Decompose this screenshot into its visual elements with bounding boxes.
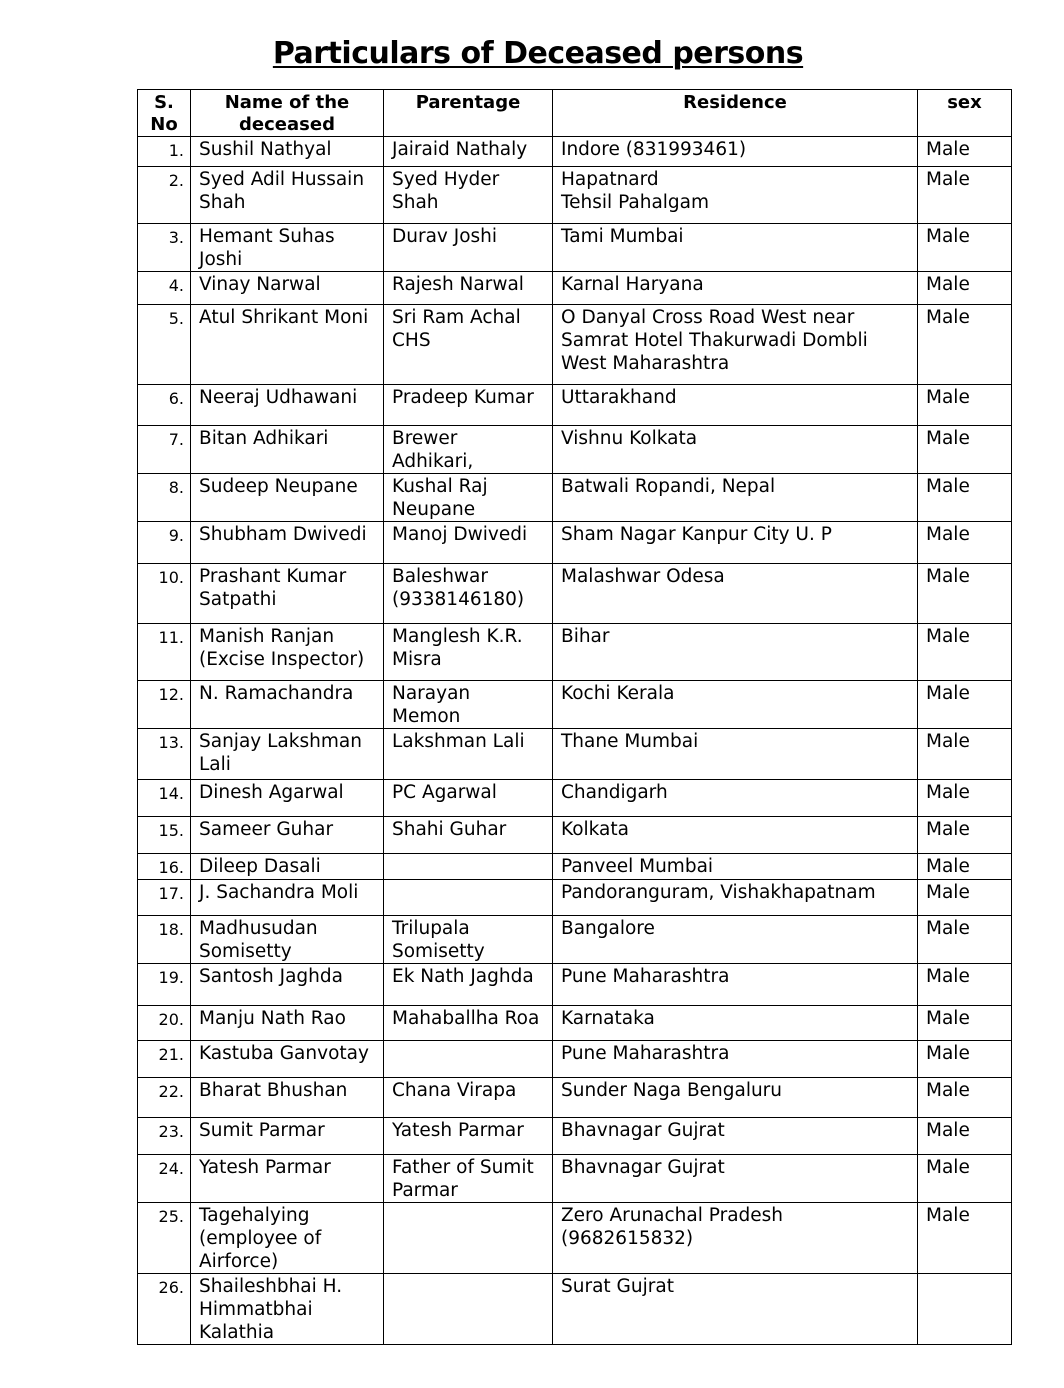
cell-name: Shubham Dwivedi (191, 522, 384, 564)
table-row (138, 880, 1012, 916)
cell-sex: Male (918, 1203, 1012, 1274)
cell-sex: Male (918, 522, 1012, 564)
table-body (138, 137, 1012, 1345)
cell-name: Shaileshbhai H. Himmatbhai Kalathia (191, 1274, 384, 1345)
cell-parentage: Yatesh Parmar (384, 1118, 553, 1155)
cell-sex: Male (918, 916, 1012, 964)
page-title: Particulars of Deceased persons (272, 36, 804, 71)
cell-sno: 11. (138, 624, 191, 681)
cell-name: Manish Ranjan (Excise Inspector) (191, 624, 384, 681)
cell-parentage: Brewer Adhikari, (384, 426, 553, 474)
cell-sex: Male (918, 1118, 1012, 1155)
table-row (138, 780, 1012, 817)
header-name: Name of the deceased (191, 90, 384, 137)
table-header-row (138, 90, 1012, 137)
cell-sno: 24. (138, 1155, 191, 1203)
cell-sex: Male (918, 474, 1012, 522)
cell-sno: 6. (138, 385, 191, 426)
cell-residence: Sunder Naga Bengaluru (553, 1078, 918, 1118)
cell-sno: 1. (138, 137, 191, 167)
cell-residence: Bihar (553, 624, 918, 681)
cell-residence: Uttarakhand (553, 385, 918, 426)
cell-name: Prashant Kumar Satpathi (191, 564, 384, 624)
cell-sno: 12. (138, 681, 191, 729)
cell-sex: Male (918, 880, 1012, 916)
cell-name: Bharat Bhushan (191, 1078, 384, 1118)
table-row (138, 137, 1012, 167)
cell-parentage: Pradeep Kumar (384, 385, 553, 426)
cell-parentage (384, 1274, 553, 1345)
cell-sno: 14. (138, 780, 191, 817)
cell-sex: Male (918, 1041, 1012, 1078)
cell-residence: Surat Gujrat (553, 1274, 918, 1345)
cell-name: Bitan Adhikari (191, 426, 384, 474)
cell-residence: Thane Mumbai (553, 729, 918, 780)
cell-name: Sudeep Neupane (191, 474, 384, 522)
cell-sno: 21. (138, 1041, 191, 1078)
table-row (138, 564, 1012, 624)
cell-name: N. Ramachandra (191, 681, 384, 729)
table-row (138, 729, 1012, 780)
header-parentage: Parentage (384, 90, 553, 137)
cell-parentage: Durav Joshi (384, 224, 553, 272)
cell-sno: 22. (138, 1078, 191, 1118)
cell-residence: Vishnu Kolkata (553, 426, 918, 474)
cell-name: J. Sachandra Moli (191, 880, 384, 916)
table-row (138, 916, 1012, 964)
cell-residence: O Danyal Cross Road West near Samrat Hotel Thakurwadi Dombli West Maharashtra (553, 305, 918, 385)
cell-sex: Male (918, 272, 1012, 305)
cell-sex: Male (918, 964, 1012, 1006)
cell-sno: 4. (138, 272, 191, 305)
cell-parentage: Ek Nath Jaghda (384, 964, 553, 1006)
cell-sex: Male (918, 564, 1012, 624)
cell-name: Manju Nath Rao (191, 1006, 384, 1041)
cell-name: Sanjay Lakshman Lali (191, 729, 384, 780)
cell-sno: 3. (138, 224, 191, 272)
cell-sno: 23. (138, 1118, 191, 1155)
cell-sno: 13. (138, 729, 191, 780)
cell-sno: 18. (138, 916, 191, 964)
cell-parentage: Jairaid Nathaly (384, 137, 553, 167)
cell-name: Vinay Narwal (191, 272, 384, 305)
cell-parentage (384, 854, 553, 880)
cell-sno: 17. (138, 880, 191, 916)
cell-sex: Male (918, 224, 1012, 272)
cell-residence: Panveel Mumbai (553, 854, 918, 880)
cell-residence: Tami Mumbai (553, 224, 918, 272)
table-row (138, 1274, 1012, 1345)
table-row (138, 817, 1012, 854)
cell-parentage: Manglesh K.R. Misra (384, 624, 553, 681)
cell-residence: Pandoranguram, Vishakhapatnam (553, 880, 918, 916)
cell-parentage (384, 880, 553, 916)
cell-parentage: Rajesh Narwal (384, 272, 553, 305)
cell-residence: Batwali Ropandi, Nepal (553, 474, 918, 522)
cell-sno: 15. (138, 817, 191, 854)
cell-name: Dileep Dasali (191, 854, 384, 880)
cell-parentage (384, 1203, 553, 1274)
table-row (138, 224, 1012, 272)
cell-name: Neeraj Udhawani (191, 385, 384, 426)
cell-sex: Male (918, 167, 1012, 224)
header-residence: Residence (553, 90, 918, 137)
table-row (138, 1155, 1012, 1203)
cell-name: Tagehalying (employee of Airforce) (191, 1203, 384, 1274)
table-row (138, 522, 1012, 564)
deceased-persons-table (137, 89, 1012, 1345)
cell-name: Kastuba Ganvotay (191, 1041, 384, 1078)
cell-sex: Male (918, 1155, 1012, 1203)
cell-residence: Hapatnard Tehsil Pahalgam (553, 167, 918, 224)
cell-name: Madhusudan Somisetty (191, 916, 384, 964)
cell-parentage: Manoj Dwivedi (384, 522, 553, 564)
cell-sex (918, 1274, 1012, 1345)
cell-sno: 10. (138, 564, 191, 624)
cell-residence: Karnal Haryana (553, 272, 918, 305)
header-sno: S. No (138, 90, 191, 137)
table-row (138, 426, 1012, 474)
cell-sno: 2. (138, 167, 191, 224)
cell-residence: Bangalore (553, 916, 918, 964)
cell-name: Yatesh Parmar (191, 1155, 384, 1203)
cell-sex: Male (918, 426, 1012, 474)
cell-sex: Male (918, 305, 1012, 385)
cell-parentage: Baleshwar (9338146180) (384, 564, 553, 624)
table-row (138, 1203, 1012, 1274)
table-row (138, 1041, 1012, 1078)
cell-parentage: Syed Hyder Shah (384, 167, 553, 224)
header-sex: sex (918, 90, 1012, 137)
cell-sno: 8. (138, 474, 191, 522)
cell-sex: Male (918, 624, 1012, 681)
table-row (138, 305, 1012, 385)
cell-parentage: PC Agarwal (384, 780, 553, 817)
cell-sno: 7. (138, 426, 191, 474)
cell-residence: Malashwar Odesa (553, 564, 918, 624)
table-row (138, 964, 1012, 1006)
table-row (138, 167, 1012, 224)
cell-sex: Male (918, 780, 1012, 817)
cell-sno: 20. (138, 1006, 191, 1041)
cell-name: Sumit Parmar (191, 1118, 384, 1155)
table-row (138, 272, 1012, 305)
cell-sex: Male (918, 817, 1012, 854)
cell-parentage: Sri Ram Achal CHS (384, 305, 553, 385)
cell-parentage: Chana Virapa (384, 1078, 553, 1118)
table-row (138, 474, 1012, 522)
cell-parentage: Kushal Raj Neupane (384, 474, 553, 522)
cell-name: Syed Adil Hussain Shah (191, 167, 384, 224)
cell-parentage: Mahaballha Roa (384, 1006, 553, 1041)
cell-name: Santosh Jaghda (191, 964, 384, 1006)
cell-parentage (384, 1041, 553, 1078)
cell-sex: Male (918, 1006, 1012, 1041)
cell-sex: Male (918, 854, 1012, 880)
cell-name: Dinesh Agarwal (191, 780, 384, 817)
cell-parentage: Father of Sumit Parmar (384, 1155, 553, 1203)
cell-sno: 9. (138, 522, 191, 564)
table-row (138, 1118, 1012, 1155)
cell-sex: Male (918, 729, 1012, 780)
cell-name: Atul Shrikant Moni (191, 305, 384, 385)
cell-sex: Male (918, 385, 1012, 426)
table-row (138, 854, 1012, 880)
table-row (138, 681, 1012, 729)
cell-name: Sushil Nathyal (191, 137, 384, 167)
table-row (138, 624, 1012, 681)
cell-residence: Indore (831993461) (553, 137, 918, 167)
cell-sno: 16. (138, 854, 191, 880)
cell-sno: 25. (138, 1203, 191, 1274)
table-row (138, 1006, 1012, 1041)
cell-name: Hemant Suhas Joshi (191, 224, 384, 272)
table-row (138, 1078, 1012, 1118)
table-row (138, 385, 1012, 426)
cell-residence: Pune Maharashtra (553, 964, 918, 1006)
cell-sex: Male (918, 137, 1012, 167)
cell-residence: Zero Arunachal Pradesh (9682615832) (553, 1203, 918, 1274)
cell-sno: 19. (138, 964, 191, 1006)
cell-residence: Bhavnagar Gujrat (553, 1118, 918, 1155)
cell-parentage: Shahi Guhar (384, 817, 553, 854)
cell-sex: Male (918, 681, 1012, 729)
cell-sex: Male (918, 1078, 1012, 1118)
cell-name: Sameer Guhar (191, 817, 384, 854)
cell-parentage: Trilupala Somisetty (384, 916, 553, 964)
cell-sno: 5. (138, 305, 191, 385)
cell-parentage: Lakshman Lali (384, 729, 553, 780)
cell-residence: Kolkata (553, 817, 918, 854)
cell-residence: Bhavnagar Gujrat (553, 1155, 918, 1203)
cell-parentage: Narayan Memon (384, 681, 553, 729)
cell-residence: Sham Nagar Kanpur City U. P (553, 522, 918, 564)
cell-residence: Kochi Kerala (553, 681, 918, 729)
cell-residence: Pune Maharashtra (553, 1041, 918, 1078)
cell-residence: Karnataka (553, 1006, 918, 1041)
cell-residence: Chandigarh (553, 780, 918, 817)
cell-sno: 26. (138, 1274, 191, 1345)
